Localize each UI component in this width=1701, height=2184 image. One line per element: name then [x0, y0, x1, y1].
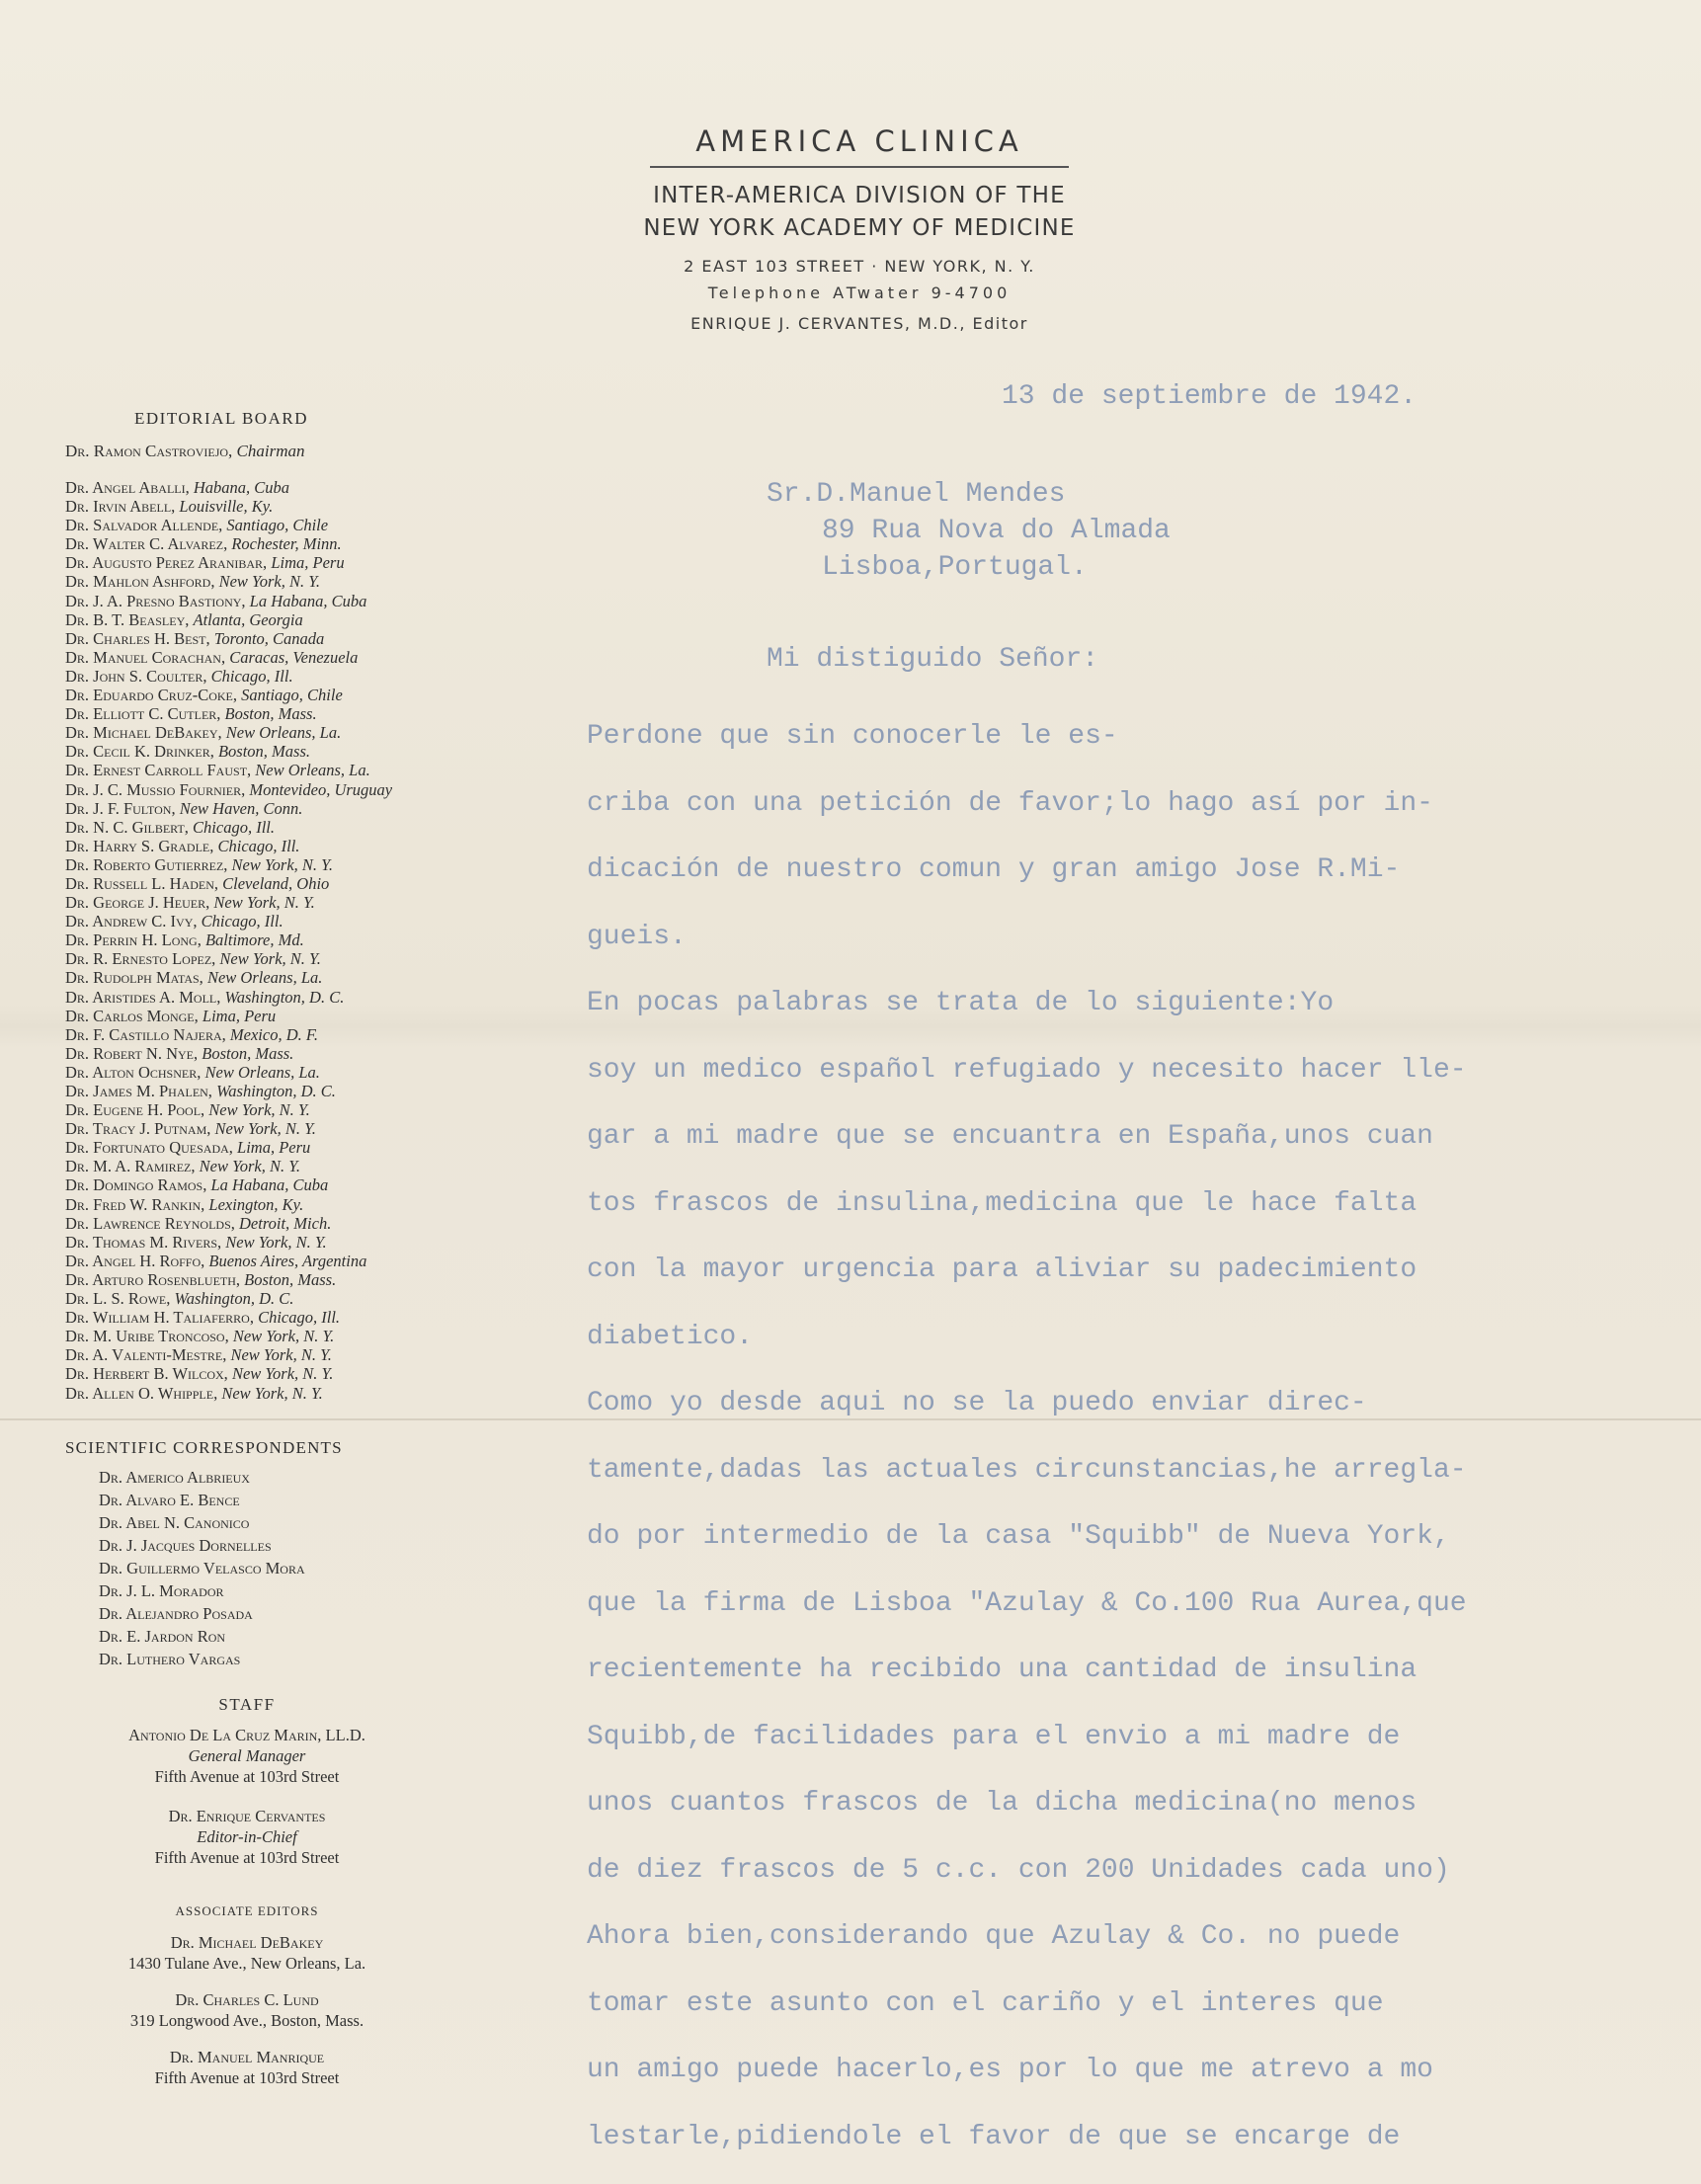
board-member — [65, 592, 392, 610]
address-line: Lisboa,Portugal. — [822, 552, 1088, 583]
member-name: Dr. Roberto Gutierrez, — [65, 854, 228, 874]
letter-body — [587, 703, 1467, 2170]
letter-line: de diez frascos de 5 c.c. con 200 Unidades cada uno) — [587, 1854, 1450, 1886]
board-member — [65, 855, 392, 874]
member-place: Caracas, Venezuela — [229, 647, 359, 667]
member-place: Washington, D. C. — [224, 987, 345, 1007]
staff-address: Fifth Avenue at 103rd Street — [154, 1767, 340, 1786]
correspondent-name: Dr. Alvaro E. Bence — [99, 1491, 240, 1509]
board-member — [65, 553, 392, 572]
member-name: Dr. George J. Heuer, — [65, 893, 210, 913]
board-member — [65, 1327, 392, 1345]
member-name: Dr. Angel Aballi, — [65, 478, 190, 497]
member-name: Dr. M. Uribe Troncoso, — [65, 1327, 229, 1346]
member-name: Dr. J. A. Presno Bastiony, — [65, 591, 246, 610]
board-member — [65, 912, 392, 930]
member-place: New York, N. Y. — [213, 893, 315, 913]
letter-line: que la firma de Lisboa "Azulay & Co.100 Rua Aurea,que — [587, 1587, 1467, 1619]
member-name: Dr. Herbert B. Wilcox, — [65, 1364, 228, 1384]
member-name: Dr. Charles H. Best, — [65, 628, 210, 648]
address-line: Sr.D.Manuel Mendes — [767, 479, 1066, 510]
board-member — [65, 1175, 392, 1194]
board-member — [65, 1233, 392, 1252]
board-member — [65, 818, 392, 837]
board-member — [65, 534, 392, 553]
member-place: Buenos Aires, Argentina — [208, 1251, 367, 1270]
staff-role: Editor-in-Chief — [197, 1827, 297, 1846]
member-place: Cleveland, Ohio — [222, 873, 330, 893]
staff-name: Dr. Manuel Manrique — [169, 2048, 325, 2066]
member-place: Washington, D. C. — [216, 1082, 336, 1100]
letterhead-telephone: Telephone ATwater 9-4700 — [707, 283, 1012, 302]
member-place: Chicago, Ill. — [201, 912, 284, 931]
staff-address: 1430 Tulane Ave., New Orleans, La. — [127, 1954, 366, 1973]
member-place: New York, N. Y. — [230, 1345, 332, 1365]
member-place: Lima, Peru — [271, 553, 345, 573]
member-place: New York, N. Y. — [219, 949, 321, 969]
board-member — [65, 1364, 392, 1383]
member-place: Louisville, Ky. — [179, 497, 274, 517]
staff-name: Antonio De La Cruz Marin, LL.D. — [128, 1726, 365, 1744]
board-member — [65, 1007, 392, 1025]
letter-line: criba con una petición de favor;lo hago así por in- — [587, 787, 1433, 819]
board-chairman — [65, 442, 305, 461]
member-place: Lexington, Ky. — [208, 1194, 304, 1214]
member-place: La Habana, Cuba — [249, 591, 367, 610]
staff-editor — [0, 1806, 494, 1868]
board-member — [65, 949, 392, 968]
letterhead-sub1: INTER-AMERICA DIVISION OF THE — [653, 183, 1066, 208]
editorial-board-heading: EDITORIAL BOARD — [134, 409, 308, 428]
board-member — [65, 516, 392, 534]
correspondents-heading: SCIENTIFIC CORRESPONDENTS — [65, 1438, 343, 1457]
member-place: New York, N. Y. — [231, 1364, 334, 1384]
member-name: Dr. Cecil K. Drinker, — [65, 742, 214, 762]
board-member — [65, 1345, 392, 1364]
letter-line: lestarle,pidiendole el favor de que se encarge de — [587, 2121, 1401, 2152]
member-name: Dr. R. Ernesto Lopez, — [65, 949, 216, 969]
staff-role: General Manager — [188, 1746, 306, 1765]
letter-line: gueis. — [587, 921, 687, 952]
member-name: Dr. Allen O. Whipple, — [65, 1383, 218, 1403]
board-member — [65, 1214, 392, 1233]
member-name: Dr. Michael DeBakey, — [65, 723, 222, 743]
member-place: Mexico, D. F. — [229, 1024, 318, 1044]
board-member — [65, 930, 392, 949]
board-member — [65, 742, 392, 761]
member-name: Dr. J. F. Fulton, — [65, 798, 176, 818]
correspondent-name: Dr. Alejandro Posada — [99, 1604, 253, 1623]
member-name: Dr. Robert N. Nye, — [65, 1043, 199, 1063]
letter-line: un amigo puede hacerlo,es por lo que me atrevo a mo — [587, 2055, 1433, 2085]
board-member — [65, 629, 392, 648]
member-name: Dr. Eduardo Cruz-Coke, — [65, 686, 237, 705]
associate-editors-heading: ASSOCIATE EDITORS — [175, 1903, 319, 1918]
member-place: Lima, Peru — [237, 1138, 311, 1158]
member-place: Santiago, Chile — [226, 516, 329, 535]
board-member — [65, 1157, 392, 1175]
member-place: New York, N. Y. — [232, 1327, 335, 1346]
letter-line: Squibb,de facilidades para el envio a mi madre de — [587, 1721, 1401, 1752]
letter-line: tos frascos de insulina,medicina que le hace falta — [587, 1187, 1418, 1219]
member-place: New York, N. Y. — [221, 1383, 323, 1403]
member-name: Dr. Alton Ochsner, — [65, 1062, 202, 1082]
letterhead-address: 2 EAST 103 STREET · NEW YORK, N. Y. — [684, 257, 1035, 276]
member-place: Boston, Mass. — [202, 1043, 294, 1063]
member-place: New Haven, Conn. — [179, 798, 303, 818]
board-member — [65, 780, 392, 799]
member-name: Dr. Fortunato Quesada, — [65, 1138, 233, 1158]
member-name: Dr. M. A. Ramirez, — [65, 1157, 196, 1176]
member-name: Dr. Irvin Abell, — [65, 497, 176, 517]
member-name: Dr. Fred W. Rankin, — [65, 1194, 205, 1214]
letter-line: tomar este asunto con el cariño y el interes que — [587, 1987, 1384, 2019]
member-name: Dr. Russell L. Haden, — [65, 873, 219, 893]
board-member — [65, 1119, 392, 1138]
board-member — [65, 1384, 392, 1403]
member-name: Dr. L. S. Rowe, — [65, 1289, 171, 1309]
correspondent-name: Dr. Abel N. Canonico — [99, 1513, 250, 1532]
member-place: Boston, Mass. — [217, 742, 311, 762]
member-place: Toronto, Canada — [213, 628, 325, 648]
letter-line: Ahora bien,considerando que Azulay & Co. no puede — [587, 1921, 1401, 1952]
member-name: Dr. Elliott C. Cutler, — [65, 704, 221, 724]
board-member — [65, 1025, 392, 1044]
member-name: Dr. Carlos Monge, — [65, 1006, 199, 1025]
member-name: Dr. Lawrence Reynolds, — [65, 1213, 235, 1233]
letter-date: 13 de septiembre de 1942. — [1002, 381, 1418, 412]
member-name: Dr. J. C. Mussio Fournier, — [65, 779, 246, 799]
board-member — [65, 893, 392, 912]
member-place: Chicago, Ill. — [210, 666, 293, 686]
staff-name: Dr. Enrique Cervantes — [168, 1807, 326, 1825]
board-member — [65, 1082, 392, 1100]
member-place: Washington, D. C. — [174, 1289, 294, 1309]
board-member — [65, 704, 392, 723]
member-place: New Orleans, La. — [204, 1062, 320, 1082]
board-member — [65, 648, 392, 667]
board-member — [65, 988, 392, 1007]
correspondent-name: Dr. J. Jacques Dornelles — [99, 1536, 272, 1555]
board-member — [65, 1270, 392, 1289]
member-place: Lima, Peru — [202, 1006, 277, 1025]
letterhead-sub2: NEW YORK ACADEMY OF MEDICINE — [643, 215, 1076, 241]
staff-address: Fifth Avenue at 103rd Street — [154, 2068, 340, 2087]
member-place: New York, N. Y. — [225, 1232, 327, 1252]
member-name: Dr. Perrin H. Long, — [65, 930, 202, 950]
letter-greeting: Mi distiguido Señor: — [767, 644, 1099, 675]
letterhead-title: AMERICA CLINICA — [695, 124, 1023, 158]
board-member — [65, 968, 392, 987]
chairman-role: Chairman — [236, 442, 305, 460]
member-name: Dr. A. Valenti-Mestre, — [65, 1345, 227, 1365]
address-line: 89 Rua Nova do Almada — [822, 516, 1171, 546]
member-place: Chicago, Ill. — [193, 817, 275, 837]
member-place: New York, N. Y. — [208, 1100, 310, 1120]
board-member — [65, 837, 392, 855]
board-member — [65, 1063, 392, 1082]
member-name: Dr. William H. Taliaferro, — [65, 1308, 254, 1328]
member-name: Dr. Augusto Perez Aranibar, — [65, 553, 268, 573]
recipient-address — [767, 476, 1171, 586]
staff-name: Dr. Michael DeBakey — [170, 1933, 324, 1952]
letter-line: recientemente ha recibido una cantidad de insulina — [587, 1655, 1418, 1685]
member-place: Rochester, Minn. — [231, 534, 342, 554]
letter-line: diabetico. — [587, 1321, 754, 1352]
letter-line: do por intermedio de la casa "Squibb" de Nueva York, — [587, 1521, 1450, 1552]
member-place: Boston, Mass. — [224, 704, 317, 724]
letterhead-editor: ENRIQUE J. CERVANTES, M.D., Editor — [690, 314, 1028, 333]
letter-line: Perdone que sin conocerle le es- — [587, 721, 1118, 752]
letter-line: gar a mi madre que se encuantra en España,unos cuan — [587, 1121, 1433, 1152]
staff-address: 319 Longwood Ave., Boston, Mass. — [129, 2011, 364, 2030]
associate-editor-1 — [0, 1932, 494, 1974]
member-place: Montevideo, Uruguay — [249, 779, 393, 799]
staff-address: Fifth Avenue at 103rd Street — [154, 1848, 340, 1867]
board-member — [65, 874, 392, 893]
letter-line: Como yo desde aqui no se la puedo enviar direc- — [587, 1388, 1367, 1418]
board-member — [65, 572, 392, 591]
letter-line: tamente,dadas las actuales circunstancias,he arregla- — [587, 1454, 1467, 1486]
member-name: Dr. Ernest Carroll Faust, — [65, 761, 252, 780]
staff-manager — [0, 1725, 494, 1787]
board-member — [65, 1308, 392, 1327]
member-name: Dr. Thomas M. Rivers, — [65, 1232, 222, 1252]
correspondent-name: Dr. E. Jardon Ron — [99, 1627, 226, 1646]
member-name: Dr. N. C. Gilbert, — [65, 817, 189, 837]
member-name: Dr. James M. Phalen, — [65, 1082, 212, 1100]
correspondent-name: Dr. Luthero Vargas — [99, 1650, 241, 1668]
member-name: Dr. Angel H. Roffo, — [65, 1251, 205, 1270]
board-member — [65, 1195, 392, 1214]
board-member — [65, 1044, 392, 1063]
board-member-list — [65, 478, 392, 1403]
member-name: Dr. Tracy J. Putnam, — [65, 1119, 211, 1139]
correspondent-list — [99, 1466, 305, 1670]
member-place: New York, N. Y. — [218, 572, 320, 592]
board-member — [65, 667, 392, 686]
correspondent-name: Dr. J. L. Morador — [99, 1581, 224, 1600]
board-member — [65, 686, 392, 704]
member-name: Dr. Walter C. Alvarez, — [65, 534, 228, 554]
board-member — [65, 1138, 392, 1157]
member-name: Dr. Salvador Allende, — [65, 516, 223, 535]
letter-line: soy un medico español refugiado y necesito hacer lle- — [587, 1054, 1467, 1086]
member-name: Dr. Aristides A. Moll, — [65, 987, 221, 1007]
member-place: New Orleans, La. — [255, 761, 370, 780]
chairman-name: Dr. Ramon Castroviejo, — [65, 442, 233, 460]
board-member — [65, 1252, 392, 1270]
board-member — [65, 1100, 392, 1119]
correspondent-name: Dr. Americo Albrieux — [99, 1468, 250, 1487]
board-member — [65, 478, 392, 497]
letterhead — [603, 124, 1116, 333]
letter-line: dicación de nuestro comun y gran amigo Jose R.Mi- — [587, 854, 1401, 885]
member-name: Dr. Eugene H. Pool, — [65, 1100, 205, 1120]
board-member — [65, 497, 392, 516]
board-member — [65, 723, 392, 742]
associate-editor-3 — [0, 2047, 494, 2088]
member-name: Dr. F. Castillo Najera, — [65, 1024, 226, 1044]
member-place: Baltimore, Md. — [204, 930, 304, 950]
member-place: New Orleans, La. — [225, 723, 342, 743]
associate-editor-2 — [0, 1989, 494, 2031]
member-name: Dr. Mahlon Ashford, — [65, 572, 215, 592]
staff-heading: STAFF — [218, 1695, 276, 1714]
member-place: Chicago, Ill. — [258, 1308, 341, 1328]
member-place: New York, N. Y. — [214, 1119, 316, 1139]
member-name: Dr. Manuel Corachan, — [65, 647, 226, 667]
member-place: New York, N. Y. — [199, 1157, 301, 1176]
member-place: Habana, Cuba — [193, 478, 290, 497]
member-name: Dr. Harry S. Gradle, — [65, 836, 214, 855]
letter-line: En pocas palabras se trata de lo siguiente:Yo — [587, 988, 1335, 1018]
board-member — [65, 610, 392, 629]
member-name: Dr. Domingo Ramos, — [65, 1175, 207, 1195]
member-place: New York, N. Y. — [231, 854, 333, 874]
member-name: Dr. John S. Coulter, — [65, 666, 207, 686]
member-place: Detroit, Mich. — [239, 1213, 332, 1233]
letterhead-rule — [650, 166, 1069, 168]
member-place: Chicago, Ill. — [217, 836, 300, 855]
member-place: La Habana, Cuba — [210, 1175, 329, 1195]
member-place: Atlanta, Georgia — [193, 609, 303, 629]
board-member — [65, 1289, 392, 1308]
member-name: Dr. B. T. Beasley, — [65, 609, 190, 629]
correspondent-name: Dr. Guillermo Velasco Mora — [99, 1559, 305, 1577]
member-name: Dr. Arturo Rosenblueth, — [65, 1269, 241, 1289]
member-place: New Orleans, La. — [206, 968, 323, 988]
letter-line: con la mayor urgencia para aliviar su padecimiento — [587, 1254, 1418, 1285]
member-name: Dr. Rudolph Matas, — [65, 968, 203, 988]
staff-name: Dr. Charles C. Lund — [175, 1990, 319, 2009]
member-place: Santiago, Chile — [241, 686, 343, 705]
board-member — [65, 799, 392, 818]
member-place: Boston, Mass. — [244, 1269, 337, 1289]
letter-line: unos cuantos frascos de la dicha medicina(no menos — [587, 1788, 1418, 1819]
member-name: Dr. Andrew C. Ivy, — [65, 912, 198, 931]
board-member — [65, 761, 392, 779]
